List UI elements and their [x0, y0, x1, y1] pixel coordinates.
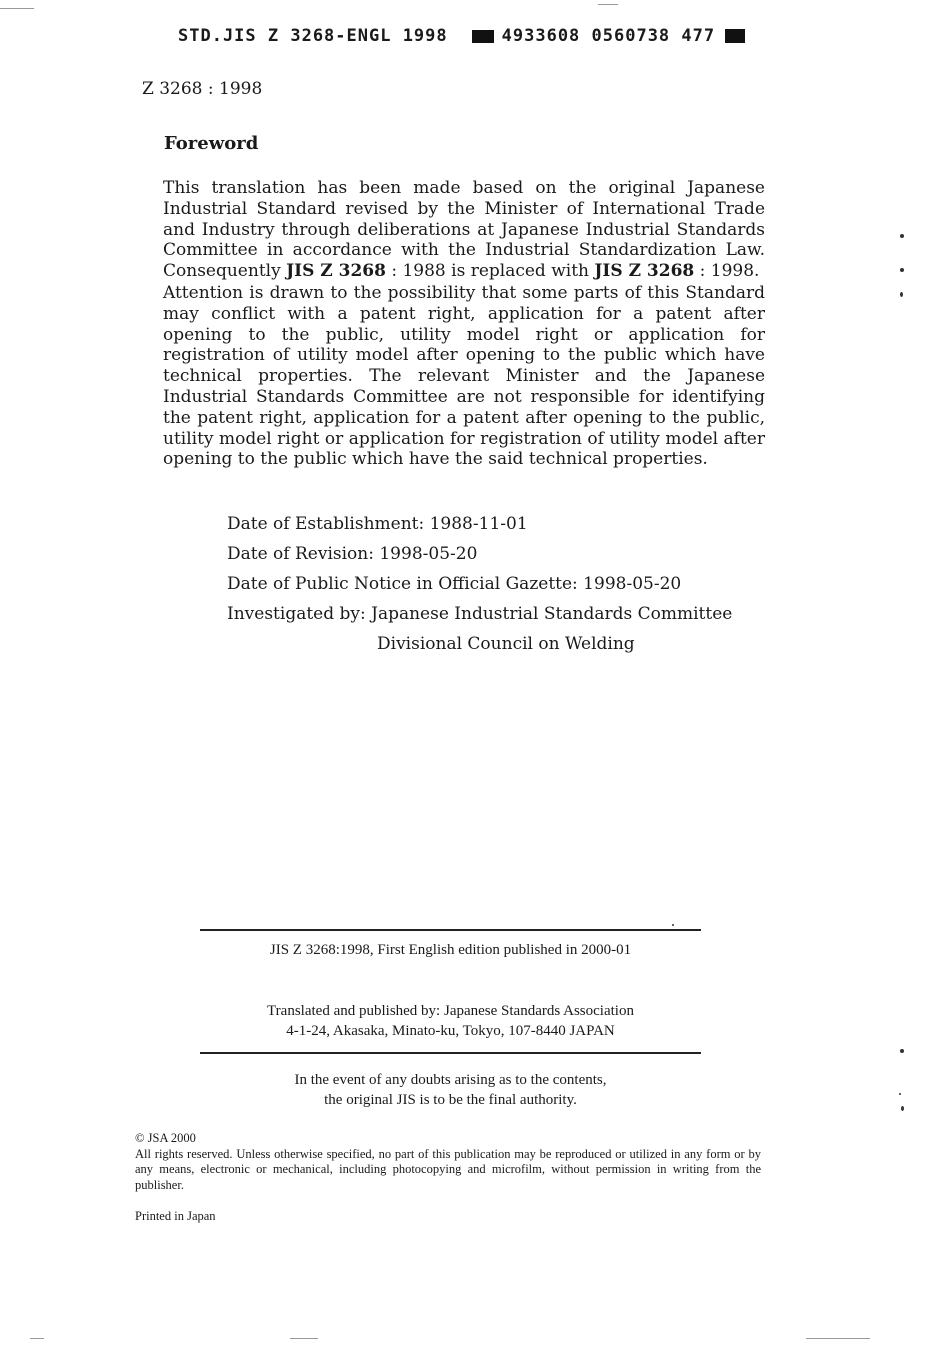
- scan-edge-mark: [30, 1338, 44, 1339]
- std-code: STD.JIS Z 3268-ENGL 1998: [178, 26, 448, 46]
- foreword-heading: Foreword: [164, 133, 259, 154]
- foreword-paragraph-2: Attention is drawn to the possibility that some parts of this Standard may conflict with a patent right, application for a patent after opening to the public, utility model right or application for registration of utility model after opening to the public which have technical properties. The relevant Minister and the Japanese Industrial Standards Committee are not responsible for identifying the patent right, application for a patent after opening to the public, utility model right or application for registration of utility model after opening to the public which have the said technical properties.: [163, 283, 765, 470]
- barcode-block: [472, 30, 494, 43]
- scan-edge-mark: [806, 1338, 870, 1339]
- para1-std-ref-2: JIS Z 3268: [594, 261, 695, 282]
- foreword-paragraph-1: [163, 178, 765, 282]
- authority-note-line-1: In the event of any doubts arising as to the contents,: [294, 1072, 607, 1088]
- divisional-council: Divisional Council on Welding: [377, 634, 635, 654]
- date-public-notice: Date of Public Notice in Official Gazette: 1998-05-20: [227, 574, 682, 594]
- barcode-number: 4933608 0560738 477: [501, 26, 716, 46]
- para1-text-2: : 1988 is replaced with: [385, 261, 595, 282]
- scan-edge-mark: [0, 8, 34, 9]
- authority-note-line-2: the original JIS is to be the final authority.: [324, 1092, 577, 1108]
- scan-speck: [900, 234, 904, 238]
- publisher-block: [200, 1001, 701, 1041]
- document-header-code: [178, 26, 745, 46]
- divider-rule: [200, 1052, 701, 1054]
- printed-in: Printed in Japan: [135, 1209, 216, 1223]
- copyright-block: [135, 1131, 761, 1193]
- scan-speck: [900, 292, 903, 297]
- authority-note: [200, 1070, 701, 1110]
- rights-statement: All rights reserved. Unless otherwise specified, no part of this publication may be reproduced or utilized in any form or by any means, electronic or mechanical, including photocopying and microfilm, without permission in writing from the publisher.: [135, 1146, 761, 1192]
- date-revision: Date of Revision: 1998-05-20: [227, 544, 478, 564]
- scan-speck: [900, 268, 904, 272]
- scan-speck: [901, 1106, 904, 1111]
- scan-speck: [900, 1049, 904, 1053]
- translated-by: Translated and published by: Japanese Standards Association: [267, 1003, 634, 1019]
- document-number: Z 3268 : 1998: [142, 79, 263, 99]
- barcode-block: [725, 29, 745, 43]
- scan-edge-mark: [598, 4, 618, 5]
- date-establishment: Date of Establishment: 1988-11-01: [227, 514, 528, 534]
- scan-speck: [899, 1093, 901, 1095]
- para1-std-ref-1: JIS Z 3268: [286, 261, 386, 282]
- para1-text-3: : 1998.: [694, 261, 760, 282]
- edition-note: JIS Z 3268:1998, First English edition published in 2000-01: [269, 942, 632, 958]
- divider-rule: [200, 929, 701, 931]
- para1-text-1: This translation has been made based on the original Japanese Industrial Standard revised by the Minister of International Trade and Industry through deliberations at Japanese Industrial Standards Committee in accordance with the Industrial Standardization Law. Consequently: [163, 178, 765, 282]
- scan-edge-mark: [290, 1338, 318, 1339]
- publisher-address: 4-1-24, Akasaka, Minato-ku, Tokyo, 107-8440 JAPAN: [286, 1023, 615, 1039]
- investigated-by: Investigated by: Japanese Industrial Standards Committee: [227, 604, 733, 624]
- scan-speck: [672, 924, 674, 926]
- dates-block: [227, 509, 732, 659]
- copyright-line: © JSA 2000: [135, 1131, 196, 1145]
